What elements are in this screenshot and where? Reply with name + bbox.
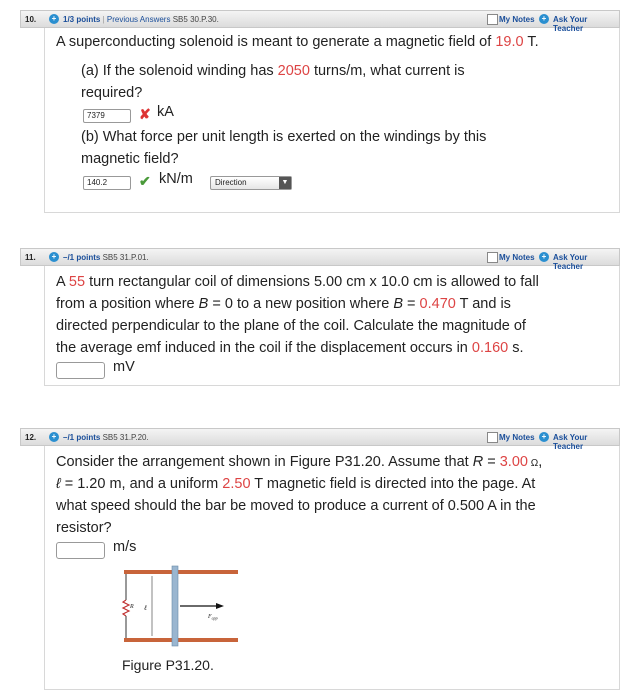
- q12-header: [20, 428, 620, 451]
- q11-line1: A 55 turn rectangular coil of dimensions 5.00 cm x 10.0 cm is allowed to fall: [56, 274, 539, 290]
- q11-line3: directed perpendicular to the plane of the coil. Calculate the magnitude of: [56, 318, 526, 334]
- q11-ask-icon: +: [539, 252, 549, 262]
- q12-line1: Consider the arrangement shown in Figure P31.20. Assume that R = 3.00 Ω,: [56, 454, 543, 470]
- q12-status-icon: +: [49, 432, 59, 442]
- q12-ask-teacher[interactable]: Ask Your Teacher: [553, 433, 588, 451]
- q10-header: [20, 10, 620, 33]
- resistor-label: R: [130, 604, 134, 610]
- q10-ask-teacher[interactable]: Ask Your Teacher: [553, 15, 588, 33]
- top-rail: [124, 570, 238, 574]
- q11-answer-input[interactable]: [56, 362, 105, 379]
- q11-ask-teacher[interactable]: Ask Your Teacher: [553, 253, 588, 271]
- q10-part-a-line2: required?: [81, 85, 143, 101]
- q10-points: 1/3 points | Previous Answers SB5 30.P.30.: [63, 15, 219, 24]
- q11-status-icon: +: [49, 252, 59, 262]
- q12-notes-checkbox[interactable]: [487, 432, 498, 443]
- q10-direction-select[interactable]: Direction ▼: [210, 176, 292, 190]
- bottom-rail: [124, 638, 238, 642]
- q12-unit: m/s: [113, 539, 137, 555]
- q11-notes-checkbox[interactable]: [487, 252, 498, 263]
- q12-line2: ℓ = 1.20 m, and a uniform 2.50 T magnetic field is directed into the page. At: [56, 476, 536, 492]
- resistor-symbol: [123, 600, 129, 616]
- q11-line2: from a position where B = 0 to a new position where B = 0.470 T and is: [56, 296, 511, 312]
- q10-status-icon: +: [49, 14, 59, 24]
- q12-ask-icon: +: [539, 432, 549, 442]
- q10-unit-a: kA: [157, 104, 174, 120]
- q12-number: 12.: [25, 433, 37, 442]
- incorrect-icon: ✘: [139, 106, 151, 122]
- q10-notes-checkbox[interactable]: [487, 14, 498, 25]
- q12-answer-input[interactable]: [56, 542, 105, 559]
- chevron-down-icon: ▼: [279, 177, 291, 189]
- q11-points: –/1 points SB5 31.P.01.: [63, 253, 149, 262]
- q10-part-b-line1: (b) What force per unit length is exerted on the windings by this: [81, 129, 487, 145]
- q12-line4: resistor?: [56, 520, 112, 536]
- figure-caption: Figure P31.20.: [122, 657, 214, 673]
- force-arrowhead: [216, 603, 224, 609]
- q12-my-notes[interactable]: My Notes: [499, 433, 535, 442]
- q11-line4: the average emf induced in the coil if the displacement occurs in 0.160 s.: [56, 340, 524, 356]
- q10-ask-icon: +: [539, 14, 549, 24]
- q11-header: [20, 248, 620, 271]
- q10-part-a-line1: (a) If the solenoid winding has 2050 turns/m, what current is: [81, 63, 465, 79]
- q11-number: 11.: [25, 253, 36, 262]
- q10-unit-b: kN/m: [159, 171, 193, 187]
- q11-my-notes[interactable]: My Notes: [499, 253, 535, 262]
- q11-unit: mV: [113, 359, 135, 375]
- sliding-bar: [172, 566, 178, 646]
- correct-icon: ✔: [139, 173, 151, 189]
- q10-part-b-line2: magnetic field?: [81, 151, 179, 167]
- q10-previous-answers-link[interactable]: Previous Answers: [106, 15, 171, 24]
- q10-line1: A superconducting solenoid is meant to generate a magnetic field of 19.0 T.: [56, 34, 539, 50]
- q10-answer-a-input[interactable]: 7379: [83, 109, 131, 123]
- q10-number: 10.: [25, 15, 37, 24]
- q12-line3: what speed should the bar be moved to produce a current of 0.500 A in the: [56, 498, 536, 514]
- ell-label: ℓ: [144, 604, 147, 612]
- q10-my-notes[interactable]: My Notes: [499, 15, 535, 24]
- q12-points: –/1 points SB5 31.P.20.: [63, 433, 149, 442]
- force-label: $F_{app}$: [208, 614, 218, 621]
- figure-p31-20: [118, 564, 242, 648]
- q10-answer-b-input[interactable]: 140.2: [83, 176, 131, 190]
